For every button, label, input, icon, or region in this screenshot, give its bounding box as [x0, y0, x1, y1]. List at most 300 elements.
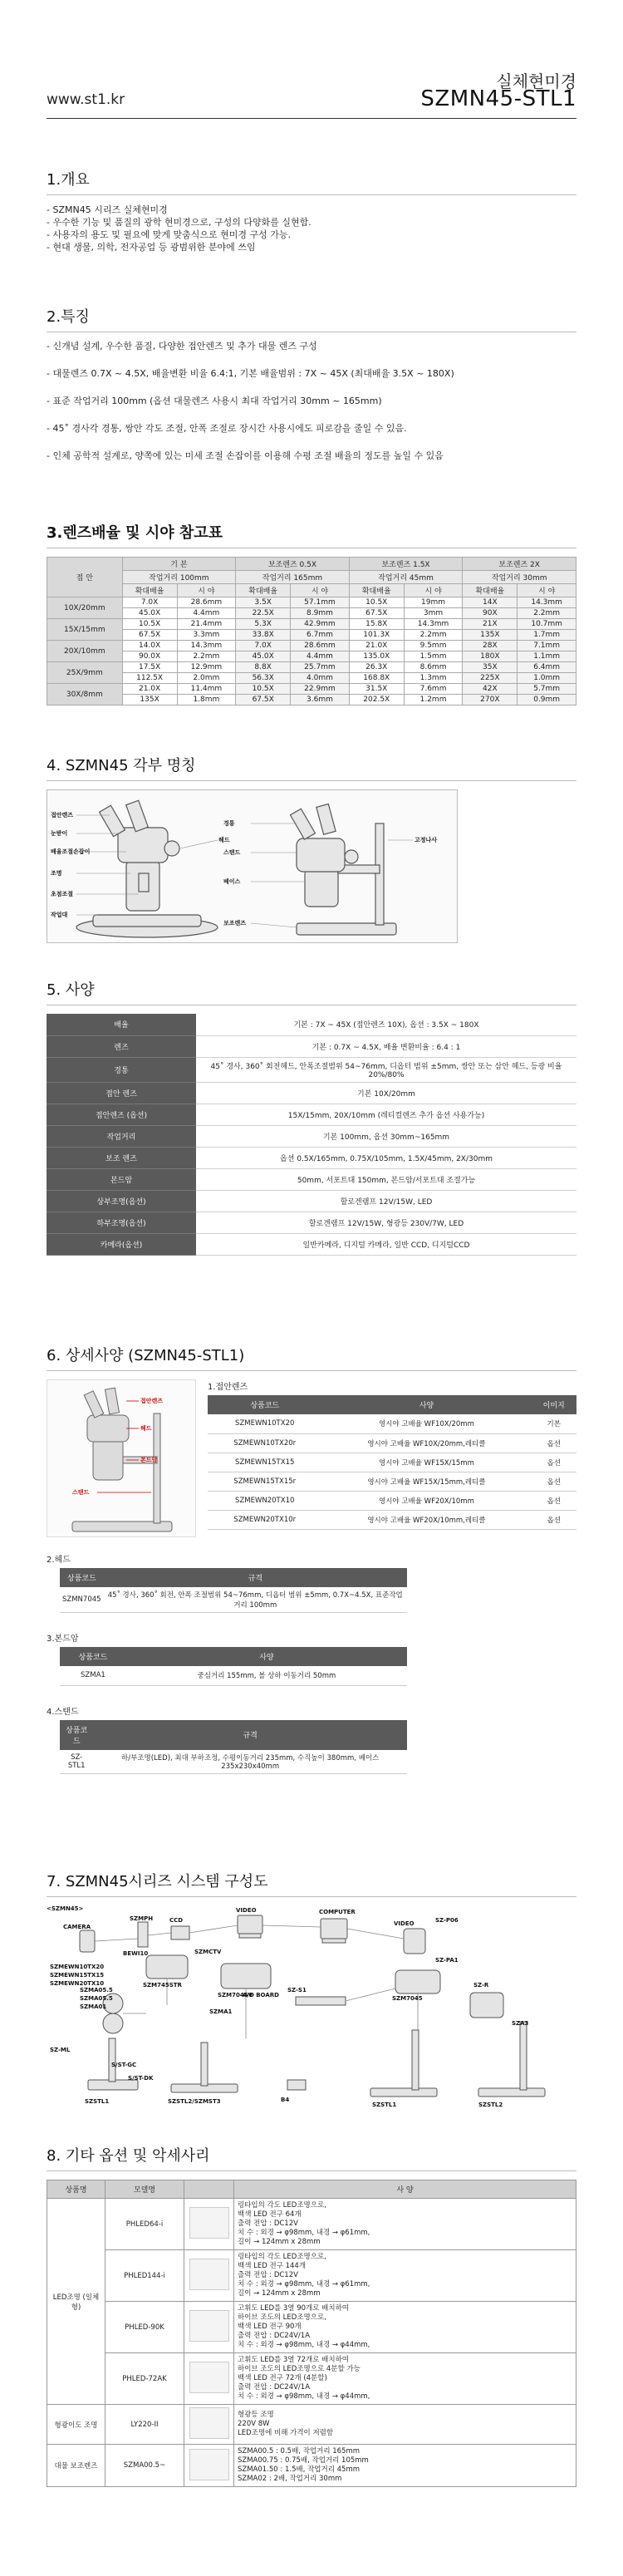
table-cell: 1.0mm [518, 673, 576, 684]
system-label: BEWI10 [123, 1950, 149, 1957]
table-cell: 112.5X [122, 673, 177, 684]
product-thumbnail-icon [189, 2407, 229, 2439]
spec-key: 경통 [47, 1057, 196, 1082]
spec-value: 할로겐램프 12V/15W, LED [196, 1190, 576, 1212]
features-item: - 신개념 설계, 우수한 품질, 다양한 접안렌즈 및 추가 대물 렌즈 구성 [47, 341, 317, 351]
table-row [47, 619, 576, 630]
system-label: SZMA05.5 [80, 1995, 113, 2002]
table-header: 작업거리 100mm [122, 571, 236, 584]
spec-line: 백색 LED 전구 72개 (4분할) [238, 2374, 327, 2382]
table-cell: SZMEWN15TX15r [208, 1472, 321, 1491]
spec-line: 치 수 : 외경 → φ98mm, 내경 → φ44mm, [238, 2341, 370, 2349]
spec-value: 기본 100mm, 옵션 30mm~165mm [196, 1125, 576, 1147]
row-label: 20X/10mm [47, 641, 123, 662]
parts-label: 초점조절 [51, 891, 74, 897]
table-cell: 옵션 [531, 1433, 576, 1453]
system-label: SZSTL2 [478, 2102, 503, 2108]
spec-line: 220V 8W [238, 2420, 270, 2428]
features-item: - 대물렌즈 0.7X ~ 4.5X, 배율변환 비율 6.4:1, 기본 배율범위 : 7X ~ 45X (최대배율 3.5X ~ 180X) [47, 368, 454, 379]
table-row [47, 641, 576, 651]
table-cell: 25.7mm [291, 662, 350, 673]
system-label: SZMCTV [194, 1949, 222, 1955]
system-label: SZMEWN20TX10 [50, 1980, 105, 1987]
parts-label: 경통 [223, 820, 235, 827]
table-header: 시 야 [177, 584, 236, 597]
table-header: 접 안 [47, 558, 123, 597]
system-label: SZ-S1 [287, 1987, 307, 1993]
table-cell: 6.4mm [518, 662, 576, 673]
table-header-row [47, 584, 576, 597]
spec-key: 상부조명(옵션) [47, 1190, 196, 1212]
table-header-row [47, 558, 576, 571]
table-row [47, 662, 576, 673]
spec-key: 작업거리 [47, 1125, 196, 1147]
table-cell: 5.3X [236, 619, 291, 630]
table-row [208, 1491, 576, 1510]
option-image [184, 2353, 234, 2405]
product-thumbnail-icon [189, 2362, 229, 2393]
spec-line: 길이 → 124mm x 28mm [238, 2289, 321, 2298]
spec-line: 고휘도 LED를 3열 72개로 배치하여 [238, 2356, 350, 2364]
table-cell: 101.3X [349, 630, 404, 641]
table-cell: 0.9mm [518, 695, 576, 705]
table-row [47, 1082, 576, 1104]
eyepiece-table [208, 1395, 576, 1530]
table-cell: 10.5X [349, 597, 404, 608]
spec-line: 출력 전압 : DC24V/1A [238, 2383, 311, 2392]
spec-key: 배율 [47, 1014, 196, 1035]
system-label: S/ST-GC [111, 2062, 137, 2068]
table-cell: 7.0X [122, 597, 177, 608]
microscope-photo-icon [47, 1380, 197, 1538]
option-image [184, 2302, 234, 2353]
parts-label: 스탠드 [223, 849, 241, 856]
table-row [47, 1035, 576, 1057]
header-divider [47, 118, 576, 119]
specs-table [47, 1014, 576, 1256]
option-model: PHLED64-i [105, 2199, 184, 2250]
table-header-row [60, 1720, 407, 1750]
table-cell: 21.0X [122, 684, 177, 695]
table-cell: 42X [463, 684, 518, 695]
table-cell: 4.0mm [291, 673, 350, 684]
option-model: PHLED-72AK [105, 2353, 184, 2405]
system-label: VIDEO [236, 1907, 257, 1914]
eyepiece-block [208, 1379, 576, 1537]
table-cell: 14.3mm [518, 597, 576, 608]
product-category: 실체현미경 [496, 71, 576, 91]
photo-label: 스탠드 [72, 1489, 90, 1496]
table-cell: 11.4mm [177, 684, 236, 695]
spec-key: 접안 렌즈 [47, 1082, 196, 1104]
spec-line: 링타입의 각도 LED조명으로, [238, 2201, 326, 2210]
parts-label: 접안렌즈 [51, 812, 74, 819]
table-cell: 2.2mm [177, 651, 236, 662]
table-cell: 67.5X [122, 630, 177, 641]
table-cell: 5.7mm [518, 684, 576, 695]
spec-value: 할로겐램프 12V/15W, 형광등 230V/7W, LED [196, 1212, 576, 1233]
system-label: SZ-PA1 [435, 1957, 459, 1964]
table-cell: SZMN7045 [60, 1587, 104, 1613]
overview-title: 1.개요 [47, 168, 576, 195]
table-cell: 168.8X [349, 673, 404, 684]
table-cell: 1.7mm [518, 630, 576, 641]
table-row [47, 1190, 576, 1212]
magnification-title: 3.렌즈배율 및 시야 참고표 [47, 521, 576, 548]
table-cell: 8.8X [236, 662, 291, 673]
option-image [184, 2405, 234, 2445]
parts-label: 작업대 [51, 912, 68, 918]
spec-line: 출력 전압 : DC24V/1A [238, 2332, 311, 2340]
table-header: 보조렌즈 0.5X [236, 558, 350, 571]
table-header-row [47, 2180, 576, 2199]
parts-diagram [47, 789, 458, 943]
table-cell: 9.5mm [404, 641, 463, 651]
specs-section [47, 978, 576, 1344]
spec-value: 50mm, 서포트대 150mm, 본드암/서포트대 조절가능 [196, 1168, 576, 1190]
table-cell: 225X [463, 673, 518, 684]
photo-label: 본드암 [140, 1457, 158, 1463]
table-cell: 1.1mm [518, 651, 576, 662]
table-row [47, 1212, 576, 1233]
table-row [47, 608, 576, 619]
system-label: SZMA1 [209, 2008, 233, 2015]
table-cell: 7.0X [236, 641, 291, 651]
spec-value: 기본 10X/20mm [196, 1082, 576, 1104]
table-cell: 67.5X [349, 608, 404, 619]
spec-key: 하부조명(옵션) [47, 1212, 196, 1233]
table-header: 시 야 [404, 584, 463, 597]
system-label: SZSTL1 [372, 2102, 397, 2108]
option-spec [234, 2250, 576, 2302]
table-row [47, 1014, 576, 1035]
table-cell: 기본 [531, 1414, 576, 1433]
system-label: SZSTL1 [85, 2098, 110, 2105]
table-cell: 57.1mm [291, 597, 350, 608]
table-cell: 2.0mm [177, 673, 236, 684]
system-label: CCD [169, 1917, 184, 1924]
features-title: 2.특징 [47, 305, 576, 332]
table-row [47, 684, 576, 695]
system-label: CAMERA [63, 1924, 91, 1930]
arm-subtitle: 3.본드암 [47, 1635, 79, 1644]
spec-line: 백색 LED 전구 90개 [238, 2323, 302, 2331]
table-header: 확대배율 [236, 584, 291, 597]
system-label: A/D BOARD [243, 1992, 279, 1998]
spec-value: 기본 : 7X ~ 45X (접안렌즈 10X), 옵션 : 3.5X ~ 180X [196, 1014, 576, 1035]
system-label: <SZMN45> [47, 1905, 84, 1912]
table-row [47, 2199, 576, 2250]
detail-section [47, 1344, 576, 1863]
table-cell: 10.5X [236, 684, 291, 695]
row-label: 25X/9mm [47, 662, 123, 684]
table-row [47, 1125, 576, 1147]
product-photo [47, 1379, 196, 1537]
table-cell: 영시야 고배율 WF20X/10mm [321, 1491, 531, 1510]
table-header [184, 2180, 234, 2199]
system-section [47, 1870, 576, 2144]
row-label: 10X/20mm [47, 597, 123, 619]
system-label: VIDEO [394, 1920, 415, 1927]
table-cell: 26.3X [349, 662, 404, 673]
table-cell: 7.6mm [404, 684, 463, 695]
table-header: 보조렌즈 1.5X [349, 558, 463, 571]
table-row [47, 1147, 576, 1168]
table-cell: 10.5X [122, 619, 177, 630]
table-header-row [60, 1568, 407, 1587]
table-cell: 45˚ 경사, 360˚ 회전, 안폭 조절범위 54~76mm, 디옵터 범위 ±5mm, 0.7X~4.5X, 표준작업거리 100mm [104, 1587, 407, 1613]
spec-line: 출력 전압 : DC12V [238, 2220, 298, 2228]
table-cell: 21X [463, 619, 518, 630]
overview-item: - SZMN45 시리즈 실체현미경 [47, 204, 168, 215]
table-cell: 영시야 고배율 WF10X/20mm,레티클 [321, 1433, 531, 1453]
table-row [208, 1453, 576, 1472]
option-category: 형광이도 조명 [47, 2405, 105, 2445]
table-row [47, 1057, 576, 1082]
system-label: SZMPH [130, 1915, 154, 1922]
table-header: 상품명 [47, 2180, 105, 2199]
spec-key: 보조 렌즈 [47, 1147, 196, 1168]
parts-section [47, 754, 576, 970]
parts-title: 4. SZMN45 각부 명칭 [47, 754, 576, 781]
table-header: 이미지 [531, 1395, 576, 1414]
table-header: 확대배율 [463, 584, 518, 597]
table-header: 규격 [104, 1568, 407, 1587]
option-image [184, 2250, 234, 2302]
product-thumbnail-icon [189, 2310, 229, 2342]
parts-label: 배율조절손잡이 [51, 848, 91, 855]
table-cell: 3.5X [236, 597, 291, 608]
table-cell: 90X [463, 608, 518, 619]
stand-subtitle: 4.스탠드 [47, 1707, 79, 1717]
spec-line: 치 수 : 외경 → φ98mm, 내경 → φ61mm, [238, 2229, 370, 2237]
table-cell: 옵션 [531, 1510, 576, 1529]
spec-line: SZMA00.75 : 0.75배, 작업거리 105mm [238, 2456, 369, 2465]
spec-line: 백색 LED 전구 144개 [238, 2262, 307, 2270]
system-title: 7. SZMN45시리즈 시스템 구성도 [47, 1870, 576, 1897]
parts-label: 고정나사 [415, 837, 438, 843]
table-row [47, 597, 576, 608]
table-cell: 6.7mm [291, 630, 350, 641]
table-header: 시 야 [291, 584, 350, 597]
photo-label: 접안렌즈 [140, 1398, 164, 1404]
table-row [60, 1587, 407, 1613]
table-cell: 1.2mm [404, 695, 463, 705]
microscope-diagram [47, 790, 459, 944]
table-cell: 14X [463, 597, 518, 608]
table-cell: 21.0X [349, 641, 404, 651]
spec-value: 일반카메라, 디지털 카메라, 일반 CCD, 디지털CCD [196, 1233, 576, 1255]
system-label: SZ-R [473, 1982, 489, 1989]
option-spec [234, 2353, 576, 2405]
system-label: COMPUTER [319, 1909, 356, 1915]
table-header: 규격 [93, 1720, 407, 1750]
magnification-table [47, 557, 576, 705]
table-cell: 202.5X [349, 695, 404, 705]
table-row [47, 2353, 576, 2405]
table-row [208, 1414, 576, 1433]
table-cell: SZ-STL1 [60, 1750, 93, 1774]
table-cell: 135X [463, 630, 518, 641]
table-row [47, 1233, 576, 1255]
spec-line: SZMA02 : 2배, 작업거리 30mm [238, 2475, 342, 2483]
table-row [47, 2405, 576, 2445]
table-cell: 영시야 고배율 WF10X/20mm [321, 1414, 531, 1433]
head-table [60, 1568, 407, 1613]
table-cell: 1.8mm [177, 695, 236, 705]
detail-title: 6. 상세사양 (SZMN45-STL1) [47, 1344, 576, 1371]
spec-value: 기본 : 0.7X ~ 4.5X, 배율 변환비율 : 6.4 : 1 [196, 1035, 576, 1057]
eyepiece-subtitle: 1.접안렌즈 [208, 1383, 248, 1392]
option-model: SZMA00.5~ [105, 2445, 184, 2487]
table-cell: 1.5mm [404, 651, 463, 662]
system-label: SZM7045 [392, 1995, 423, 2002]
table-cell: 15.8X [349, 619, 404, 630]
spec-line: 길이 → 124mm x 28mm [238, 2238, 321, 2246]
spec-line: 하이브 조도의 LED조명으로 4분할 가능 [238, 2365, 361, 2373]
table-header: 상품코드 [208, 1395, 321, 1414]
product-thumbnail-icon [189, 2259, 229, 2290]
table-header: 작업거리 30mm [463, 571, 576, 584]
system-label: B4 [281, 2097, 290, 2103]
table-cell: 56.3X [236, 673, 291, 684]
table-header: 보조렌즈 2X [463, 558, 576, 571]
table-row [47, 673, 576, 684]
spec-line: 출력 전압 : DC12V [238, 2271, 298, 2279]
system-label: SZ-ML [50, 2047, 71, 2053]
table-row [47, 1104, 576, 1125]
table-cell: 33.8X [236, 630, 291, 641]
table-cell: 12.9mm [177, 662, 236, 673]
table-cell: 22.5X [236, 608, 291, 619]
spec-line: SZMA00.5 : 0.5배, 작업거리 165mm [238, 2447, 361, 2456]
table-header: 기 본 [122, 558, 236, 571]
table-header: 확대배율 [122, 584, 177, 597]
table-header: 상품코드 [60, 1568, 104, 1587]
product-thumbnail-icon [189, 2449, 229, 2480]
features-section [47, 305, 576, 521]
specs-title: 5. 사양 [47, 978, 576, 1005]
table-row [47, 2445, 576, 2487]
table-cell: 2.2mm [518, 608, 576, 619]
option-spec [234, 2302, 576, 2353]
table-cell: 14.3mm [404, 619, 463, 630]
table-cell: 8.9mm [291, 608, 350, 619]
table-cell: SZMEWN15TX15 [208, 1453, 321, 1472]
table-header: 사 양 [234, 2180, 576, 2199]
model-name: SZMN45-STL1 [420, 86, 576, 111]
table-cell: 45.0X [236, 651, 291, 662]
site-url[interactable]: www.st1.kr [47, 91, 125, 108]
spec-line: 치 수 : 외경 → φ98mm, 내경 → φ44mm, [238, 2392, 370, 2401]
table-cell: 3.6mm [291, 695, 350, 705]
system-label: SZMEWN10TX20 [50, 1964, 105, 1970]
table-cell: 3.3mm [177, 630, 236, 641]
table-row [60, 1666, 407, 1685]
table-cell: 1.3mm [404, 673, 463, 684]
table-cell: 중심거리 155mm, 볼 상하 이동거리 50mm [126, 1666, 407, 1685]
spec-key: 렌즈 [47, 1035, 196, 1057]
table-cell: SZMEWN20TX10r [208, 1510, 321, 1529]
table-cell: 영시야 고배율 WF15X/15mm [321, 1453, 531, 1472]
table-header: 확대배율 [349, 584, 404, 597]
table-cell: 22.9mm [291, 684, 350, 695]
table-cell: 4.4mm [177, 608, 236, 619]
features-list [47, 341, 576, 462]
spec-value: 15X/15mm, 20X/10mm (레티컬렌즈 추가 옵션 사용가능) [196, 1104, 576, 1125]
options-table [47, 2180, 576, 2487]
table-cell: 90.0X [122, 651, 177, 662]
table-cell: 21.4mm [177, 619, 236, 630]
table-cell: 28.6mm [177, 597, 236, 608]
table-cell: 28.6mm [291, 641, 350, 651]
option-image [184, 2199, 234, 2250]
table-row [60, 1750, 407, 1774]
table-cell: SZMA1 [60, 1666, 126, 1685]
table-header: 사양 [126, 1647, 407, 1666]
table-cell: 67.5X [236, 695, 291, 705]
option-spec [234, 2405, 576, 2445]
system-label: SZMA01 [80, 2003, 107, 2010]
table-row [47, 695, 576, 705]
table-cell: 7.1mm [518, 641, 576, 651]
option-model: PHLED144-i [105, 2250, 184, 2302]
option-model: PHLED-90K [105, 2302, 184, 2353]
features-item: - 45˚ 경사각 경통, 쌍안 각도 조절, 안폭 조절로 장시간 사용시에도 피로감을 줄일 수 있음. [47, 423, 407, 434]
table-cell: 14.0X [122, 641, 177, 651]
table-cell: 옵션 [531, 1491, 576, 1510]
table-cell: 180X [463, 651, 518, 662]
option-category: LED조명 (일체형) [47, 2199, 105, 2405]
spec-line: LED조명에 비해 가격이 저렴함 [238, 2429, 334, 2437]
overview-item: - 우수한 기능 및 품질의 광학 현미경으로, 구성의 다양화를 실현함. [47, 217, 312, 228]
system-label: S/ST-DK [128, 2075, 154, 2082]
table-header: 상품코드 [60, 1720, 93, 1750]
table-cell: 영시야 고배율 WF20X/10mm,레티클 [321, 1510, 531, 1529]
table-row [208, 1510, 576, 1529]
table-row [47, 651, 576, 662]
stand-table [60, 1720, 407, 1774]
table-header: 상품코드 [60, 1647, 126, 1666]
overview-item: - 사용자의 용도 및 필요에 맞게 맞춤식으로 현미경 구성 가능. [47, 229, 291, 240]
table-header: 모델명 [105, 2180, 184, 2199]
table-header: 작업거리 165mm [236, 571, 350, 584]
table-header-row [208, 1395, 576, 1414]
table-header-row [60, 1647, 407, 1666]
features-item: - 표준 작업거리 100mm (옵션 대물렌즈 사용시 최대 작업거리 30mm ~ 165mm) [47, 396, 382, 406]
options-title: 8. 기타 옵션 및 악세사리 [47, 2144, 576, 2171]
overview-list [47, 204, 576, 253]
system-label: SZA3 [512, 2020, 529, 2027]
spec-value: 옵션 0.5X/165mm, 0.75X/105mm, 1.5X/45mm, 2X/30mm [196, 1147, 576, 1168]
table-header: 사양 [321, 1395, 531, 1414]
spec-line: 백색 LED 전구 64개 [238, 2210, 302, 2219]
system-label: SZ-P06 [435, 1917, 459, 1924]
table-cell: 19mm [404, 597, 463, 608]
spec-key: 접안렌즈 (옵션) [47, 1104, 196, 1125]
table-cell: 42.9mm [291, 619, 350, 630]
magnification-section [47, 521, 576, 733]
parts-label: 보조렌즈 [223, 920, 247, 927]
system-label: SZM7045V [218, 1992, 253, 1998]
table-header-row [47, 571, 576, 584]
table-row [47, 2302, 576, 2353]
head-subtitle: 2.헤드 [47, 1556, 71, 1565]
table-cell: 135.0X [349, 651, 404, 662]
table-header: 시 야 [518, 584, 576, 597]
table-cell: 8.6mm [404, 662, 463, 673]
system-label: SZMEWN15TX15 [50, 1972, 105, 1979]
